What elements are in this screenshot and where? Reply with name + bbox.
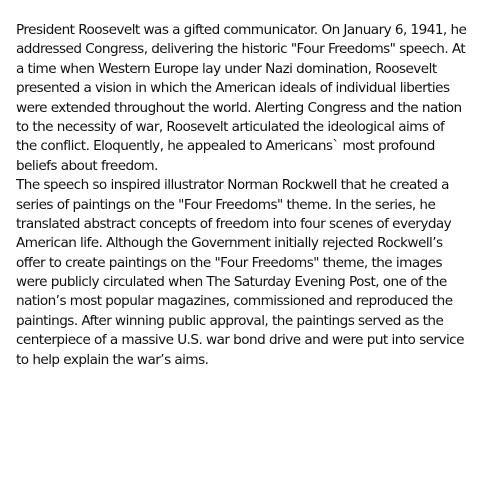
- text-line: to help explain the war’s aims.: [16, 351, 209, 368]
- document-text: [16, 21, 472, 370]
- text-line: were extended throughout the world. Alerting Congress and the nation: [16, 99, 462, 116]
- text-line: were publicly circulated when The Saturday Evening Post, one of the: [16, 274, 447, 291]
- text-line: translated abstract concepts of freedom into four scenes of everyday: [16, 215, 452, 232]
- text-line: offer to create paintings on the "Four Freedoms" theme, the images: [16, 254, 443, 271]
- text-line: The speech so inspired illustrator Norman Rockwell that he created a: [16, 177, 449, 194]
- text-line: a time when Western Europe lay under Nazi domination, Roosevelt: [16, 60, 437, 77]
- text-line: series of paintings on the "Four Freedoms" theme. In the series, he: [16, 196, 436, 213]
- text-line: beliefs about freedom.: [16, 157, 158, 174]
- text-line: American life. Although the Government initially rejected Rockwell’s: [16, 235, 443, 252]
- text-line: the conflict. Eloquently, he appealed to Americans` most profound: [16, 138, 435, 155]
- text-line: to the necessity of war, Roosevelt articulated the ideological aims of: [16, 118, 445, 135]
- text-line: addressed Congress, delivering the historic "Four Freedoms" speech. At: [16, 41, 466, 58]
- text-line: paintings. After winning public approval, the paintings served as the: [16, 312, 444, 329]
- text-line: President Roosevelt was a gifted communicator. On January 6, 1941, he: [16, 22, 467, 38]
- text-line: nation’s most popular magazines, commissioned and reproduced the: [16, 293, 453, 310]
- text-line: presented a vision in which the American ideals of individual liberties: [16, 80, 450, 97]
- text-line: centerpiece of a massive U.S. war bond drive and were put into service: [16, 332, 464, 349]
